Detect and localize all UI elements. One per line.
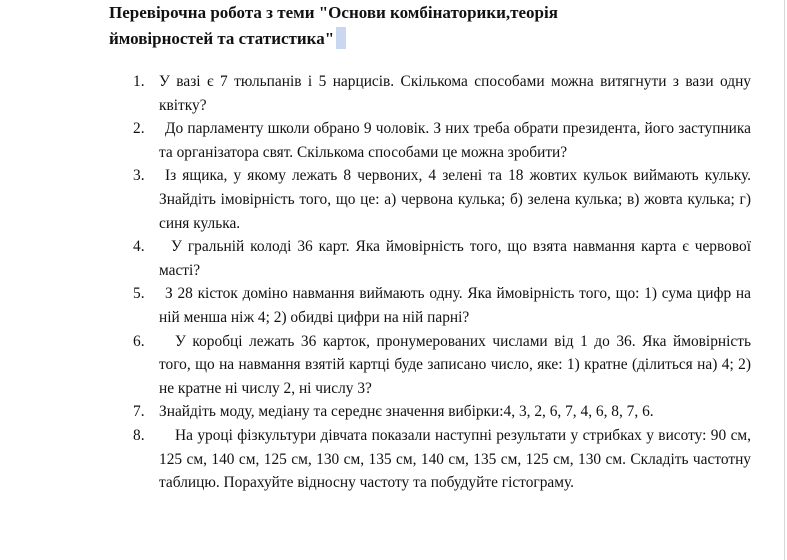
task-text: Із ящика, у якому лежать 8 червоних, 4 зелені та 18 жовтих кульок виймають кульку. Знайдіть імовірність того, що це: а) червона кулька; б) зелена кулька; в) жовта кулька; г) синя кулька. xyxy=(159,167,751,232)
task-item-7 xyxy=(133,400,751,424)
task-list xyxy=(133,70,751,495)
task-text: До парламенту школи обрано 9 чоловік. З них треба обрати президента, його заступника та організатора свят. Скількома способами це можна зробити? xyxy=(159,120,751,161)
task-item-4 xyxy=(133,235,751,282)
task-number: 4. xyxy=(133,238,145,256)
task-item-8 xyxy=(133,424,751,495)
task-number: 8. xyxy=(133,426,145,444)
task-number: 5. xyxy=(133,285,145,303)
task-text: Знайдіть моду, медіану та середнє значення вибірки:4, 3, 2, 6, 7, 4, 6, 8, 7, 6. xyxy=(159,403,654,421)
task-number: 6. xyxy=(133,332,145,350)
title-line-2-text: ймовірностей та статистика" xyxy=(109,29,335,48)
task-text: На уроці фізкультури дівчата показали наступні результати у стрибках у висоту: 90 см, 125 см, 140 см, 125 см, 130 см, 135 см, 140 см, 135 см, 125 см, 130 см. Складіть частотну таблицю. Порахуйте відносну частоту та побудуйте гістограму. xyxy=(159,426,751,492)
title-line-2 xyxy=(109,26,669,52)
task-number: 3. xyxy=(133,167,145,185)
task-text: У вазі є 7 тюльпанів і 5 нарцисів. Скількома способами можна витягнути з вази одну квітку? xyxy=(159,73,751,114)
task-number: 7. xyxy=(133,403,145,421)
task-number: 1. xyxy=(133,73,145,90)
task-item-5 xyxy=(133,282,751,329)
task-item-1 xyxy=(133,70,751,117)
page-edge-divider xyxy=(784,0,785,560)
task-text: З 28 кісток доміно навмання виймають одну. Яка ймовірність того, що: 1) сума цифр на ній менша ніж 4; 2) обидві цифри на ній парні? xyxy=(159,285,751,326)
task-item-3 xyxy=(133,164,751,235)
task-text: У гральній колоді 36 карт. Яка ймовірність того, що взята навмання карта є червової масті? xyxy=(159,238,751,279)
title-line-1: Перевірочна робота з теми "Основи комбінаторики,теорія xyxy=(109,3,558,22)
task-item-2 xyxy=(133,117,751,164)
document-title xyxy=(109,0,669,52)
task-number: 2. xyxy=(133,120,145,138)
task-item-6 xyxy=(133,330,751,401)
text-selection-highlight xyxy=(336,27,346,49)
task-text: У коробці лежать 36 карток, пронумерованих числами від 1 до 36. Яка ймовірність того, що на навмання взятій картці буде записано число, яке: 1) кратне (ділиться на) 4; 2) не кратне ні числу 2, ні числу 3? xyxy=(159,332,751,397)
